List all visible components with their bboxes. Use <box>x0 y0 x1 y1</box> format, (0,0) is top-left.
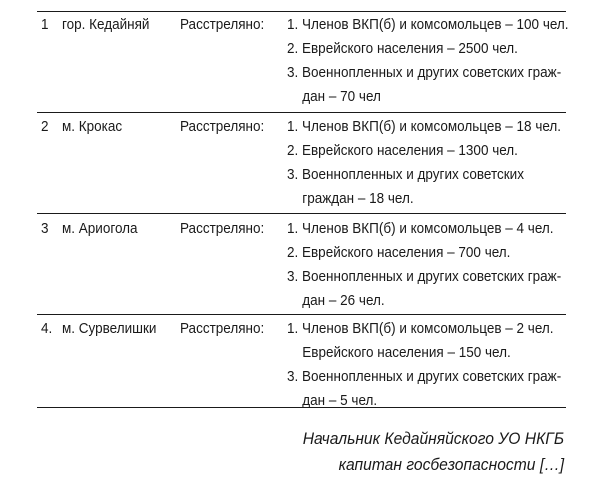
row-number: 2 <box>41 118 49 135</box>
row-status: Расстреляно: <box>180 320 265 337</box>
item-line: 3. Военнопленных и других советских граж- <box>287 64 562 81</box>
signature-rank: капитан госбезопасности […] <box>338 455 564 474</box>
item-line-continued: Еврейского населения – 150 чел. <box>302 344 511 361</box>
row-number: 3 <box>41 220 49 237</box>
row-items <box>287 115 591 211</box>
row-place: м. Сурвелишки <box>62 320 157 337</box>
item-line: 3. Военнопленных и других советских <box>287 166 524 183</box>
row-place: м. Ариогола <box>62 220 138 237</box>
item-line-continued: дан – 26 чел. <box>302 292 385 309</box>
table-row-1 <box>37 12 569 108</box>
item-line: 1. Членов ВКП(б) и комсомольцев – 18 чел. <box>287 118 562 135</box>
table-row-3 <box>37 214 566 310</box>
item-line: 3. Военнопленных и других советских граж- <box>287 268 562 285</box>
row-place: гор. Кедайняй <box>62 16 150 33</box>
item-line: 1. Членов ВКП(б) и комсомольцев – 2 чел. <box>287 320 554 337</box>
row-status: Расстреляно: <box>180 16 265 33</box>
table-row-2 <box>37 113 566 209</box>
item-line-continued: дан – 5 чел. <box>302 392 378 409</box>
item-line: 1. Членов ВКП(б) и комсомольцев – 4 чел. <box>287 220 554 237</box>
item-line: 2. Еврейского населения – 1300 чел. <box>287 142 518 159</box>
row-status: Расстреляно: <box>180 220 265 237</box>
row-number: 1 <box>41 16 49 33</box>
row-items <box>287 317 592 413</box>
execution-table <box>37 0 569 409</box>
row-status: Расстреляно: <box>180 118 265 135</box>
item-line: 3. Военнопленных и других советских граж- <box>287 368 562 385</box>
item-line: 2. Еврейского населения – 700 чел. <box>287 244 511 261</box>
signature-title: Начальник Кедайняйского УО НКГБ <box>302 429 564 448</box>
item-line: 1. Членов ВКП(б) и комсомольцев – 100 чел. <box>287 16 569 33</box>
row-items <box>287 13 600 109</box>
item-line: 2. Еврейского населения – 2500 чел. <box>287 40 518 57</box>
item-line-continued: граждан – 18 чел. <box>302 190 414 207</box>
item-line-continued: дан – 70 чел <box>302 88 381 105</box>
row-place: м. Крокас <box>62 118 123 135</box>
row-number: 4. <box>41 320 53 337</box>
row-items <box>287 217 592 313</box>
table-row-4 <box>37 315 566 407</box>
